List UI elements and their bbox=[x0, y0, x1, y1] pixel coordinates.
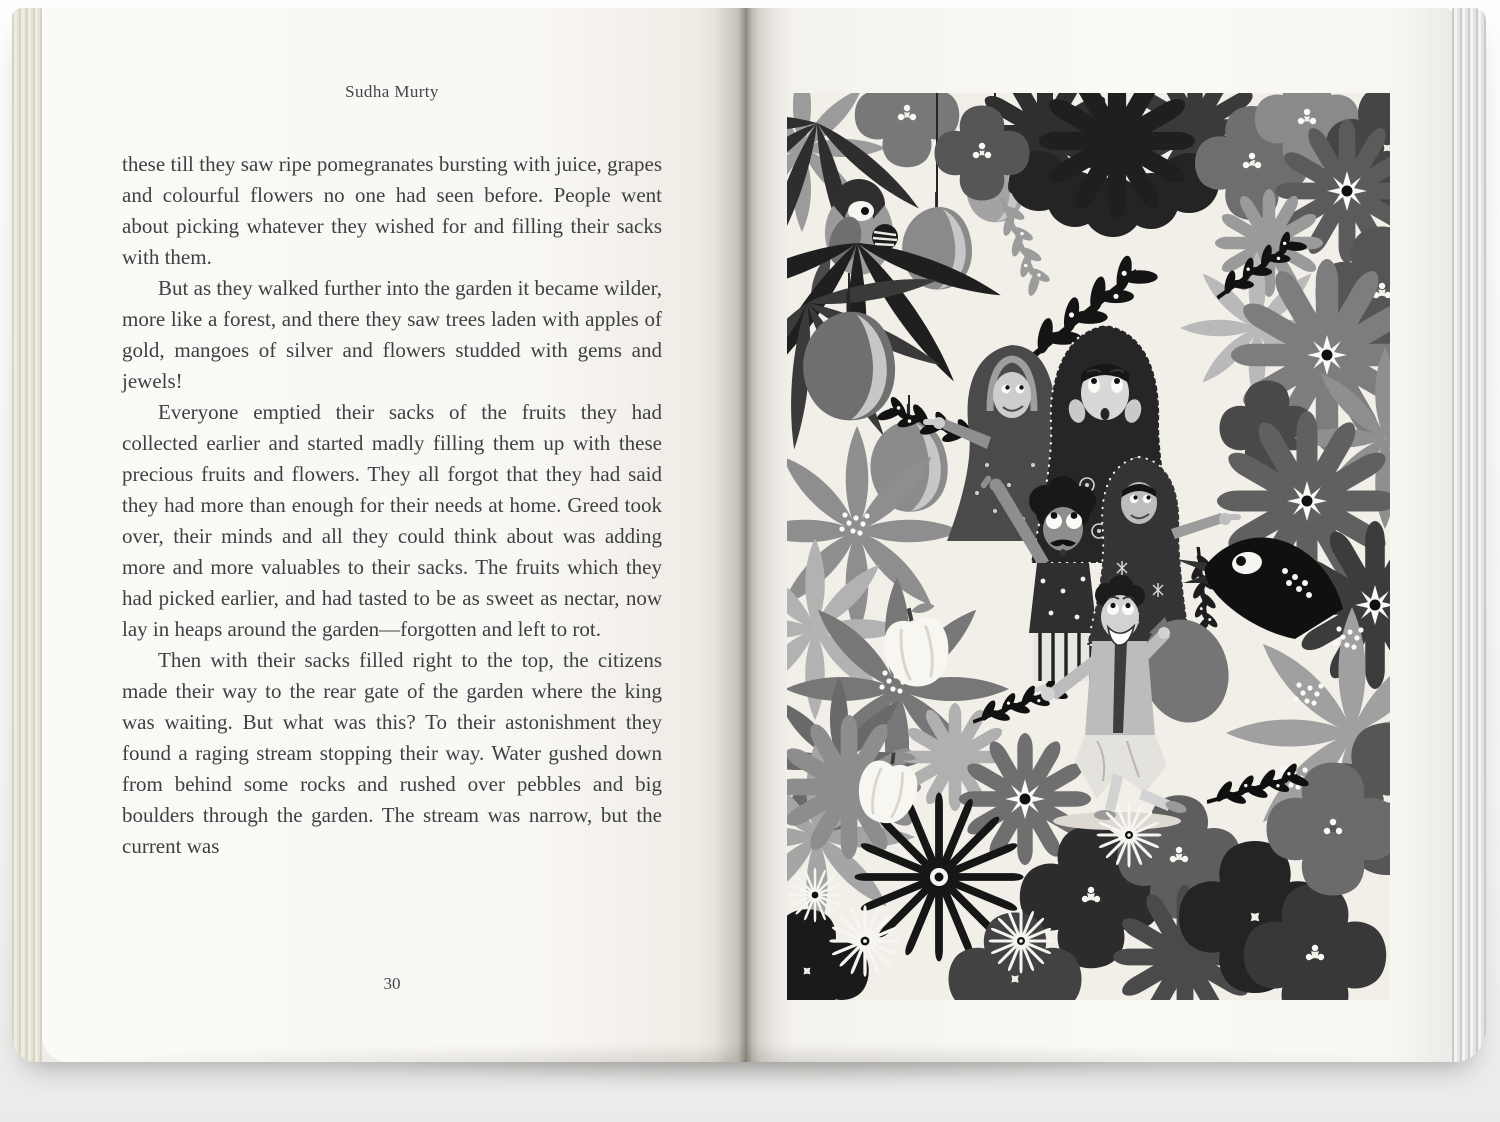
open-book bbox=[12, 8, 1486, 1062]
paragraph: Then with their sacks filled right to the top, the citizens made their way to the rear gate of the garden where the king was waiting. But what was this? To their astonishment they found a raging stream stopping their way. Water gushed down from behind some rocks and rushed over pebbles and big boulders through the garden. The stream was narrow, but the current was bbox=[122, 648, 662, 858]
right-page-stack-edge bbox=[1452, 8, 1486, 1062]
right-page bbox=[745, 8, 1452, 1062]
left-page-stack-edge bbox=[12, 8, 42, 1062]
left-page bbox=[42, 8, 745, 1062]
paragraph: Everyone emptied their sacks of the fruits they had collected earlier and started madly filling them up with these precious fruits and flowers. They all forgot that they had said they had more than enough for their needs at home. Greed took over, their minds and all they could think about was adding more and more valuables to their sacks. The fruits which they had picked earlier, and had tasted to be as sweet as nectar, now lay in heaps around the garden—forgotten and left to rot. bbox=[122, 400, 662, 641]
running-header: Sudha Murty bbox=[345, 82, 439, 101]
garden-illustration bbox=[787, 93, 1390, 1000]
paragraph: But as they walked further into the garden it became wilder, more like a forest, and there they saw trees laden with apples of gold, mangoes of silver and flowers studded with gems and jewels! bbox=[122, 276, 662, 393]
paragraph: these till they saw ripe pomegranates bursting with juice, grapes and colourful flowers no one had seen before. People went about picking whatever they wished for and filling their sacks with them. bbox=[122, 152, 662, 269]
body-text bbox=[122, 149, 662, 862]
page-number: 30 bbox=[383, 974, 401, 993]
